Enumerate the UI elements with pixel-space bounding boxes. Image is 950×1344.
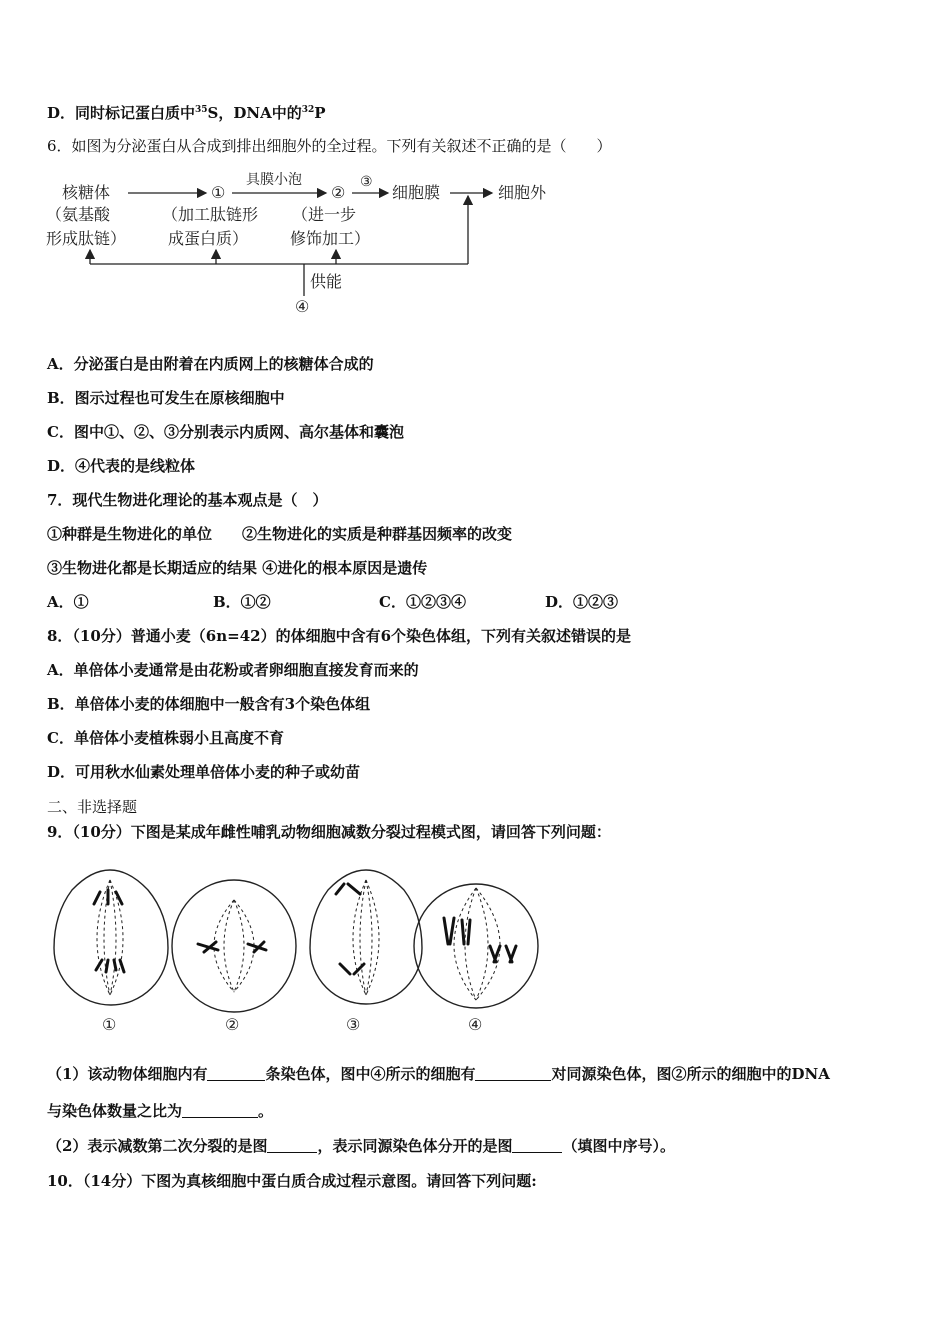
cell3-spindle: [353, 880, 379, 995]
diagram-node2: ②: [331, 183, 346, 202]
cell-label-3: ③: [346, 1015, 361, 1034]
cell2-chromosomes: [198, 942, 266, 952]
q9-blank-chromosome-count[interactable]: [207, 1066, 265, 1081]
q9-sub1-line2: [47, 1101, 273, 1121]
q9-blank-dna-ratio[interactable]: [182, 1103, 258, 1118]
q8-option-d: D．可用秋水仙素处理单倍体小麦的种子或幼苗: [47, 763, 361, 781]
diagram-node2-note1: （进一步: [292, 205, 357, 224]
q7-option-c: C．①②③④: [379, 593, 466, 611]
diagram-node1: ①: [211, 183, 226, 202]
cell4-spindle: [454, 888, 500, 1000]
q9-stem: 9．（10分）下图是某成年雌性哺乳动物细胞减数分裂过程模式图，请回答下列问题：: [47, 823, 611, 841]
cell1-outline: [54, 870, 168, 1005]
q9-blank-meiosis-two[interactable]: [267, 1138, 317, 1153]
q7-options: [47, 592, 618, 612]
q9-blank-homologous-pairs[interactable]: [475, 1066, 551, 1081]
secretion-diagram: [40, 166, 580, 326]
q5-option-d: [47, 100, 326, 123]
q8-stem: 8．（10分）普通小麦（6n=42）的体细胞中含有6个染色体组，下列有关叙述错误的是: [47, 627, 632, 645]
cell3-chromosomes-bottom: [340, 964, 364, 974]
q9-sub1-text-b: 条染色体，图中④所示的细胞有: [265, 1065, 476, 1083]
q9-sub1-text-c: 对同源染色体，图②所示的细胞中的DNA: [551, 1065, 830, 1083]
diagram-ribosome-note2: 形成肽链）: [46, 229, 127, 248]
diagram-node1-note1: （加工肽链形: [162, 205, 259, 224]
q6-stem: 6．如图为分泌蛋白从合成到排出细胞外的全过程。下列有关叙述不正确的是（ ）: [47, 137, 612, 155]
q6-option-b: B．图示过程也可发生在原核细胞中: [47, 389, 285, 407]
q5-optd-prefix: D．同时标记蛋白质中: [47, 104, 196, 122]
diagram-node4: ④: [295, 297, 310, 316]
q10-stem: 10．（14分）下图为真核细胞中蛋白质合成过程示意图。请回答下列问题:: [47, 1172, 537, 1190]
q7-option-b: B．①②: [213, 593, 271, 611]
q9-sub1-text-a: （1）该动物体细胞内有: [47, 1065, 208, 1083]
q9-sub2-text-a: （2）表示减数第二次分裂的是图: [47, 1137, 268, 1155]
cell3-chromosomes-top: [336, 884, 360, 894]
cell2-outline: [172, 880, 296, 1012]
cell2-spindle: [214, 900, 254, 992]
diagram-ribosome-note1: （氨基酸: [46, 205, 111, 224]
q6-option-d: D．④代表的是线粒体: [47, 457, 196, 475]
q7-stem: 7．现代生物进化理论的基本观点是（ ）: [47, 491, 328, 509]
q7-option-a: A．①: [47, 593, 89, 611]
diagram-membrane: 细胞膜: [392, 183, 441, 202]
section-heading-nonchoice: 二、非选择题: [47, 798, 138, 816]
q5-optd-sup1: 35: [195, 105, 208, 115]
q8-option-b: B．单倍体小麦的体细胞中一般含有3个染色体组: [47, 695, 371, 713]
diagram-vesicle-label: 具膜小泡: [246, 172, 302, 188]
cell1-chromosomes-top: [94, 890, 122, 904]
q8-option-a: A．单倍体小麦通常是由花粉或者卵细胞直接发育而来的: [47, 661, 419, 679]
q9-sub1-text-e: 。: [258, 1102, 274, 1120]
q9-sub2: [47, 1136, 675, 1156]
meiosis-cells-figure: [44, 860, 544, 1040]
cell-label-1: ①: [102, 1015, 117, 1034]
q9-sub1-line1: [47, 1064, 830, 1084]
cell-label-2: ②: [225, 1015, 240, 1034]
cell-label-4: ④: [468, 1015, 483, 1034]
cell4-chromosomes-right: [490, 946, 516, 962]
cell4-outline: [414, 884, 538, 1008]
q9-sub2-text-c: （填图中序号）。: [562, 1137, 675, 1155]
q9-sub1-text-d: 与染色体数量之比为: [47, 1102, 183, 1120]
cell1-chromosomes-bottom: [96, 960, 124, 972]
diagram-node3: ③: [360, 174, 373, 190]
q7-points-line2: ③生物进化都是长期适应的结果 ④进化的根本原因是遗传: [47, 559, 428, 577]
diagram-energy: 供能: [310, 272, 343, 291]
q5-optd-end: P: [314, 104, 326, 122]
diagram-ribosome: 核糖体: [62, 183, 111, 202]
diagram-outside: 细胞外: [498, 183, 547, 202]
q8-option-c: C．单倍体小麦植株弱小且高度不育: [47, 729, 284, 747]
q7-points-line1: ①种群是生物进化的单位 ②生物进化的实质是种群基因频率的改变: [47, 525, 513, 543]
diagram-node1-note2: 成蛋白质）: [168, 229, 249, 248]
q6-option-a: A．分泌蛋白是由附着在内质网上的核糖体合成的: [47, 355, 374, 373]
q9-blank-homologous-separation[interactable]: [512, 1138, 562, 1153]
q9-sub2-text-b: ，表示同源染色体分开的是图: [317, 1137, 513, 1155]
q5-optd-sup2: 32: [301, 105, 315, 115]
q6-option-c: C．图中①、②、③分别表示内质网、高尔基体和囊泡: [47, 423, 404, 441]
diagram-node2-note2: 修饰加工）: [290, 229, 371, 248]
cell3-outline: [310, 870, 422, 1004]
q5-optd-mid: S，DNA中的: [207, 104, 302, 122]
q7-option-d: D．①②③: [545, 593, 619, 611]
